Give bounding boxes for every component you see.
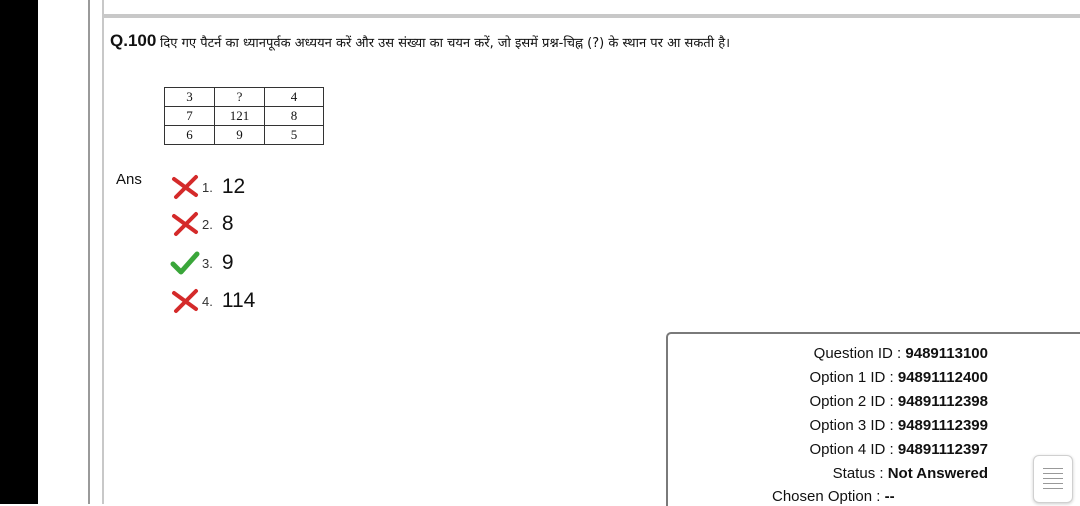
info-label: Option 1 ID : — [809, 369, 894, 386]
info-value: 94891112400 — [897, 369, 988, 386]
left-black-bar — [0, 0, 38, 504]
cross-icon — [170, 211, 200, 237]
info-label: Status : — [832, 465, 884, 482]
info-value: Not Answered — [887, 465, 988, 482]
frame-border-top — [102, 14, 1080, 18]
grid-cell: 6 — [165, 126, 215, 145]
info-value: 9489113100 — [905, 345, 988, 362]
option-2 — [170, 209, 234, 239]
info-label: Chosen Option : — [772, 488, 881, 505]
frame-border-left — [88, 0, 90, 504]
option-value: 12 — [221, 175, 246, 198]
cross-icon — [170, 288, 200, 314]
option-number: 1. — [202, 179, 213, 195]
grid-cell: ? — [215, 88, 265, 107]
option-3 — [170, 248, 234, 278]
menu-scroll-button[interactable] — [1033, 455, 1073, 503]
info-option-1-id — [809, 369, 988, 386]
info-label: Option 3 ID : — [809, 417, 894, 434]
option-number: 4. — [202, 293, 213, 309]
grid-cell: 5 — [265, 126, 324, 145]
cross-icon — [170, 174, 200, 200]
check-icon — [170, 250, 200, 276]
option-number: 2. — [202, 216, 213, 232]
menu-line-icon — [1043, 468, 1063, 469]
option-value: 114 — [221, 289, 256, 312]
grid-cell: 3 — [165, 88, 215, 107]
grid-cell: 4 — [265, 88, 324, 107]
menu-line-icon — [1043, 473, 1063, 474]
option-4 — [170, 286, 255, 316]
number-grid — [164, 87, 324, 145]
menu-line-icon — [1043, 478, 1063, 479]
info-value: -- — [884, 488, 895, 505]
info-value: 94891112397 — [897, 441, 988, 458]
info-value: 94891112399 — [897, 417, 988, 434]
grid-row — [165, 126, 324, 145]
grid-cell: 8 — [265, 107, 324, 126]
grid-cell: 9 — [215, 126, 265, 145]
grid-cell: 7 — [165, 107, 215, 126]
menu-line-icon — [1043, 488, 1063, 489]
grid-row — [165, 107, 324, 126]
option-1 — [170, 172, 245, 202]
info-label: Option 4 ID : — [809, 441, 894, 458]
option-value: 8 — [221, 212, 234, 235]
menu-line-icon — [1043, 483, 1063, 484]
info-option-4-id — [809, 441, 988, 458]
info-label: Question ID : — [813, 345, 902, 362]
info-chosen-option — [772, 488, 895, 505]
grid-cell: 121 — [215, 107, 265, 126]
option-value: 9 — [221, 251, 234, 274]
info-question-id — [814, 345, 988, 362]
info-label: Option 2 ID : — [809, 393, 894, 410]
grid-row — [165, 88, 324, 107]
answer-label: Ans — [116, 171, 142, 188]
info-option-3-id — [809, 417, 988, 434]
question-text: दिए गए पैटर्न का ध्यानपूर्वक अध्ययन करें और उस संख्या का चयन करें, जो इसमें प्रश्न-चिह्न (?) के स्थान पर आ सकती है। — [160, 36, 731, 51]
info-option-2-id — [809, 393, 988, 410]
option-number: 3. — [202, 255, 213, 271]
question-number: Q.100 — [110, 31, 157, 50]
frame-border-inner — [102, 0, 104, 504]
info-value: 94891112398 — [897, 393, 988, 410]
info-status — [833, 465, 988, 482]
